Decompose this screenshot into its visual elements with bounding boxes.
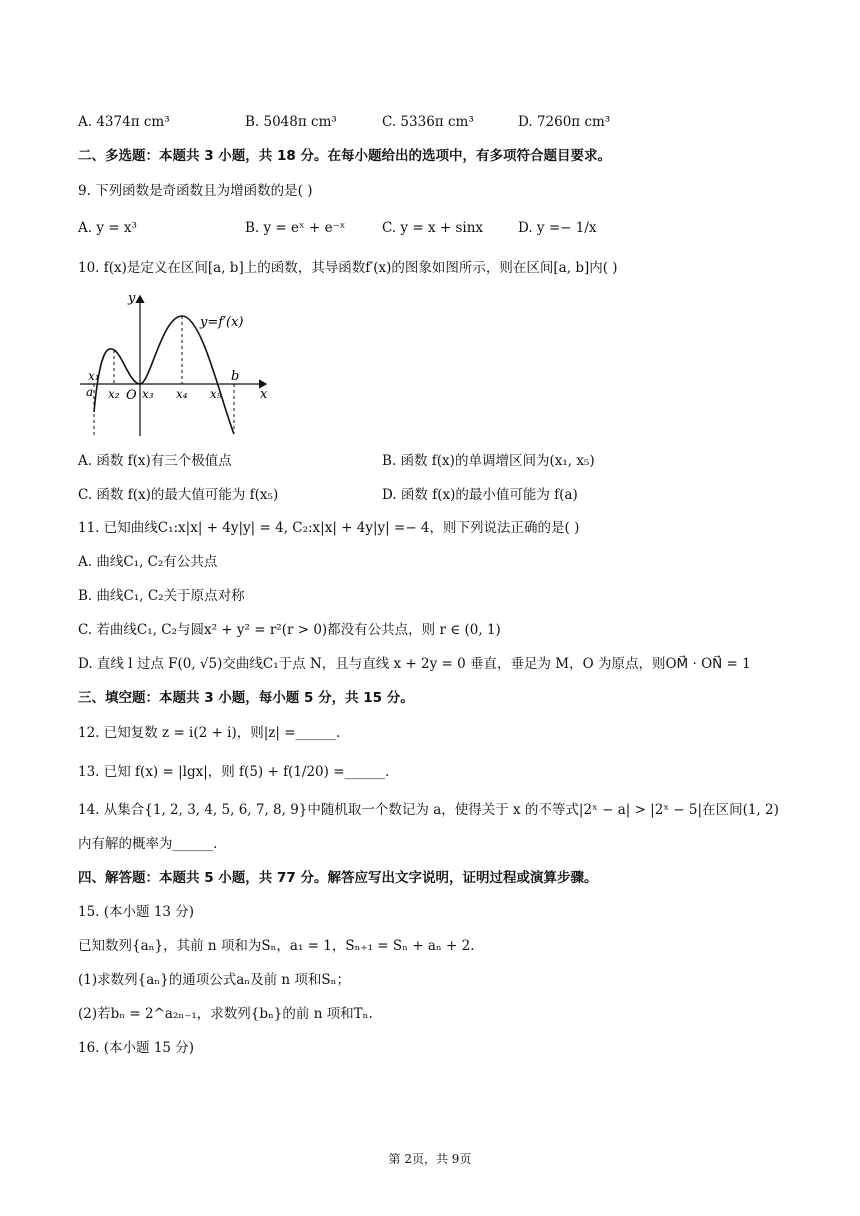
q15-part-2: (2)若bₙ = 2^a₂ₙ₋₁，求数列{bₙ}的前 n 项和Tₙ. — [78, 1006, 373, 1022]
q15-title: 15. (本小题 13 分) — [78, 904, 195, 920]
q9-option-d: D. y =− 1/x — [518, 220, 597, 236]
page-footer: 第 2页，共 9页 — [388, 1152, 472, 1166]
q13: 13. 已知 f(x) = |lgx|，则 f(5) + f(1/20) =______. — [78, 764, 390, 780]
origin-label: O — [126, 388, 137, 403]
q15-part-1: (1)求数列{aₙ}的通项公式aₙ及前 n 项和Sₙ； — [78, 972, 350, 988]
q11-option-a: A. 曲线C₁, C₂有公共点 — [78, 554, 218, 570]
section-4-header: 四、解答题：本题共 5 小题，共 77 分。解答应写出文字说明，证明过程或演算步骤。 — [78, 870, 598, 886]
label-b: b — [231, 369, 240, 384]
label-x2: x₂ — [108, 387, 120, 401]
q9-option-a: A. y = x³ — [78, 220, 137, 236]
q9-stem: 9. 下列函数是奇函数且为增函数的是( ) — [78, 183, 313, 199]
q8-option-d: D. 7260π cm³ — [518, 114, 611, 130]
label-a: a — [86, 385, 94, 399]
q10-stem: 10. f(x)是定义在区间[a, b]上的函数，其导函数f′(x)的图象如图所示，则在区间[a, b]内( ) — [78, 260, 618, 276]
derivative-graph — [78, 288, 278, 440]
label-x1: x₁ — [88, 369, 100, 383]
q11-option-d: D. 直线 l 过点 F(0, √5)交曲线C₁于点 N，且与直线 x + 2y = 0 垂直，垂足为 M，O 为原点，则OM⃗ · ON⃗ = 1 — [78, 656, 751, 672]
y-axis-label: y — [128, 291, 136, 306]
q12: 12. 已知复数 z = i(2 + i)，则|z| =______. — [78, 725, 341, 741]
x-axis-label: x — [260, 387, 268, 402]
derivative-curve — [94, 316, 234, 434]
q9-option-c: C. y = x + sinx — [382, 220, 484, 236]
label-x3: x₃ — [142, 387, 154, 401]
q8-option-c: C. 5336π cm³ — [382, 114, 474, 130]
label-x5: x₅ — [210, 387, 222, 401]
q11-stem: 11. 已知曲线C₁:x|x| + 4y|y| = 4, C₂:x|x| + 4y|y| =− 4，则下列说法正确的是( ) — [78, 520, 580, 536]
curve-label: y=f′(x) — [200, 315, 244, 330]
q10-option-a: A. 函数 f(x)有三个极值点 — [78, 453, 232, 469]
section-3-header: 三、填空题：本题共 3 小题，每小题 5 分，共 15 分。 — [78, 690, 414, 706]
section-2-header: 二、多选题：本题共 3 小题，共 18 分。在每小题给出的选项中，有多项符合题目要求。 — [78, 148, 611, 164]
q14-line-1: 14. 从集合{1, 2, 3, 4, 5, 6, 7, 8, 9}中随机取一个数记为 a，使得关于 x 的不等式|2ˣ − a| > |2ˣ − 5|在区间(1, 2) — [78, 802, 779, 818]
q9-option-b: B. y = eˣ + e⁻ˣ — [245, 220, 346, 236]
label-x4: x₄ — [176, 387, 188, 401]
q8-option-b: B. 5048π cm³ — [245, 114, 337, 130]
q15-stem: 已知数列{aₙ}，其前 n 项和为Sₙ，a₁ = 1，Sₙ₊₁ = Sₙ + aₙ + 2. — [78, 938, 475, 954]
q11-option-b: B. 曲线C₁, C₂关于原点对称 — [78, 588, 245, 604]
q8-option-a: A. 4374π cm³ — [78, 114, 170, 130]
q10-option-b: B. 函数 f(x)的单调增区间为(x₁, x₅) — [382, 453, 595, 469]
q16-title: 16. (本小题 15 分) — [78, 1040, 195, 1056]
q11-option-c: C. 若曲线C₁, C₂与圆x² + y² = r²(r > 0)都没有公共点，则 r ∈ (0, 1) — [78, 622, 501, 638]
q14-line-2: 内有解的概率为______. — [78, 836, 218, 852]
q10-option-d: D. 函数 f(x)的最小值可能为 f(a) — [382, 487, 578, 503]
q10-option-c: C. 函数 f(x)的最大值可能为 f(x₅) — [78, 487, 279, 503]
